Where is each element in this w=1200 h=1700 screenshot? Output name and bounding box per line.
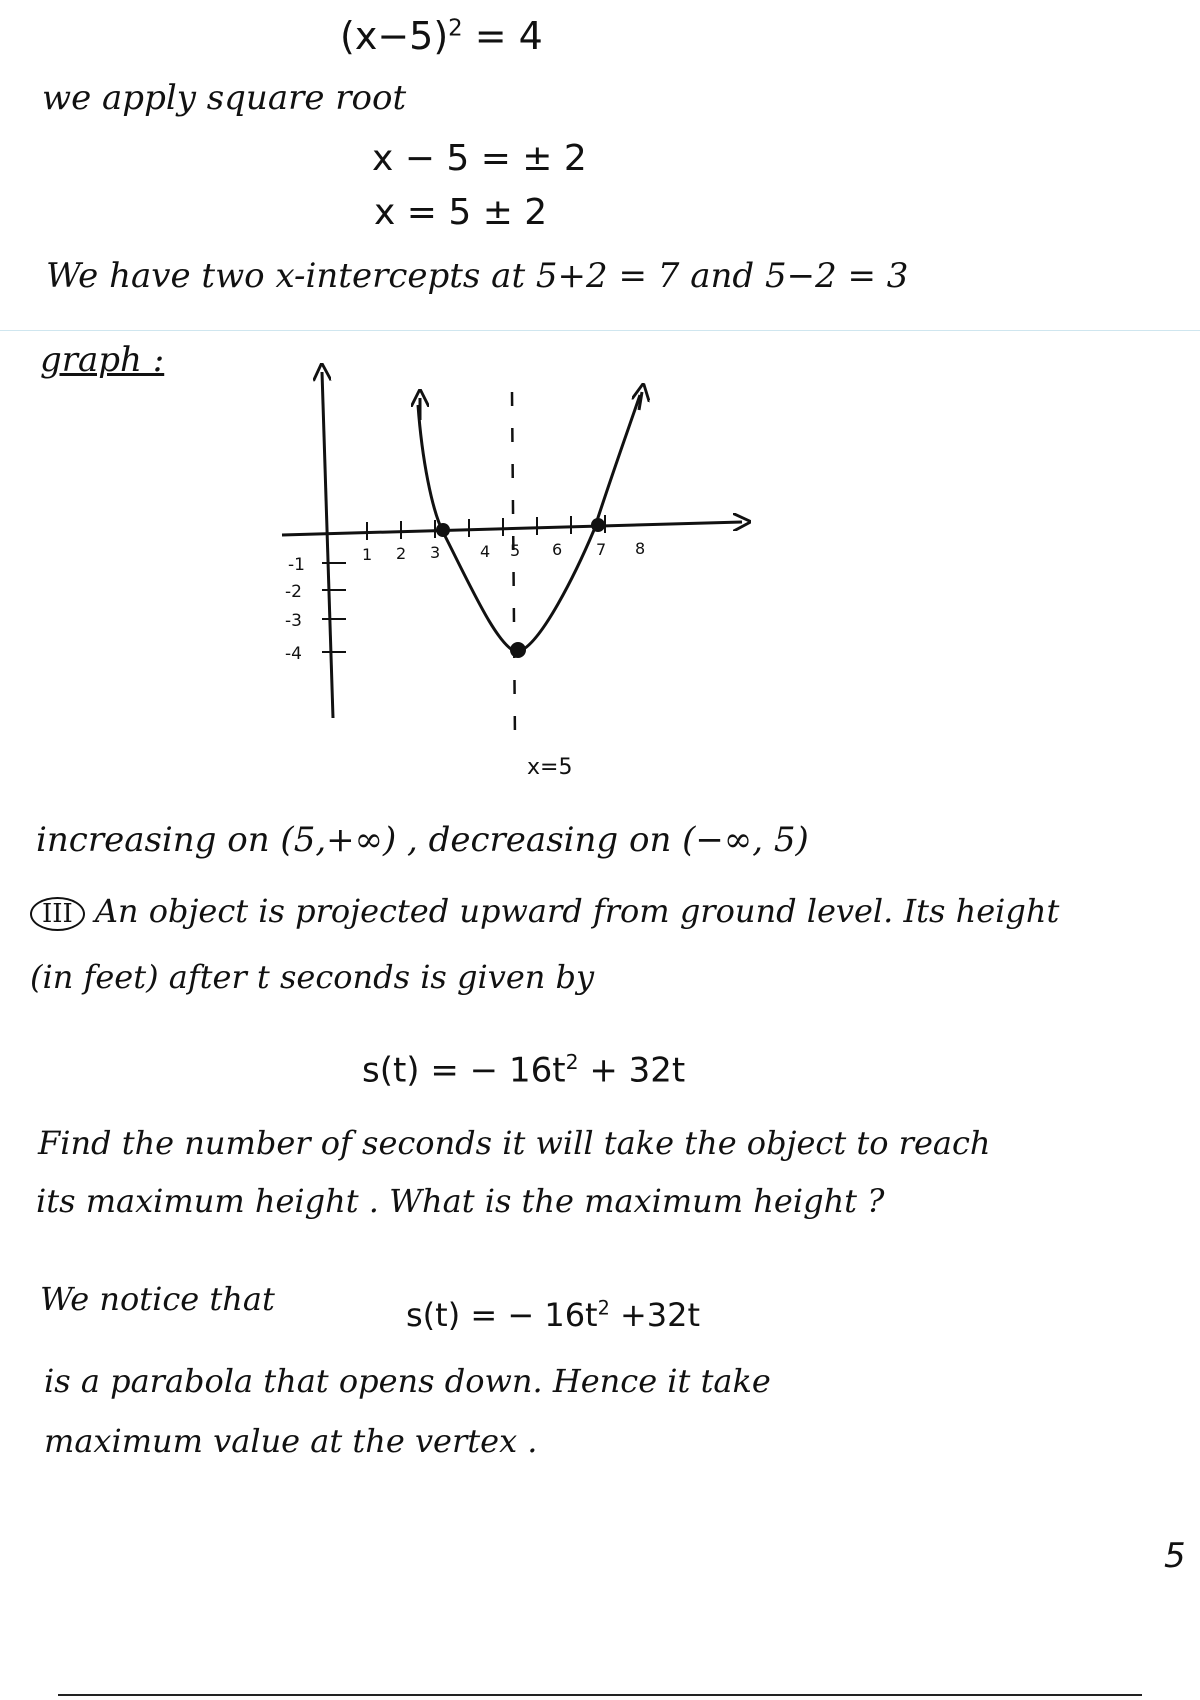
eq-height-exponent: 2 [565, 1050, 579, 1074]
problem-line1-text: An object is projected upward from ground level. Its height [94, 892, 1060, 930]
y-tick-label: -2 [285, 582, 302, 602]
text-find-line1: Find the number of seconds it will take the object to reach [38, 1124, 991, 1162]
eq2-exponent: 2 [597, 1296, 610, 1320]
text-intercepts: We have two x-intercepts at 5+2 = 7 and 5−2 = 3 [46, 256, 909, 296]
text-intervals: increasing on (5,+∞) , decreasing on (−∞, 5) [36, 820, 809, 860]
text-parabola-line1: is a parabola that opens down. Hence it take [44, 1362, 771, 1400]
vertex-point [510, 642, 526, 658]
problem-statement-line2: (in feet) after t seconds is given by [30, 958, 595, 996]
x-tick-label: 6 [552, 540, 563, 559]
y-tick-label: -1 [288, 555, 305, 575]
text-apply-square-root: we apply square root [42, 78, 407, 118]
x-tick-labels [362, 539, 645, 564]
x-tick-label: 4 [480, 542, 491, 561]
x-tick-label: 8 [635, 539, 646, 558]
intercept-point-3 [436, 523, 450, 537]
equation-height-2 [406, 1296, 700, 1334]
problem-statement-line1 [30, 892, 1059, 931]
eq2-lhs: s(t) = − 16t [406, 1296, 598, 1334]
x-axis [282, 522, 742, 535]
page-number: 5 [1164, 1536, 1186, 1576]
x-tick-label: 2 [396, 544, 407, 563]
y-axis [322, 372, 333, 718]
eq2-rest: +32t [619, 1296, 701, 1334]
equation-sqrt: x − 5 = ± 2 [372, 138, 587, 179]
eq-height-lhs: s(t) = − 16t [362, 1050, 566, 1091]
bottom-rule [58, 1694, 1142, 1696]
equation-exponent: 2 [448, 15, 463, 42]
text-find-line2: its maximum height . What is the maximum height ? [36, 1182, 885, 1220]
equation-rhs: = 4 [474, 14, 543, 58]
y-tick-label: -3 [285, 611, 302, 631]
y-tick-label: -4 [285, 644, 302, 664]
problem-number-badge: III [30, 897, 85, 931]
graph-heading: graph : [40, 340, 165, 380]
x-tick-label: 5 [510, 541, 521, 560]
x-tick-label: 1 [362, 545, 373, 564]
parabola-curve [418, 395, 640, 652]
axis-of-symmetry [512, 392, 515, 740]
y-tick-labels [285, 555, 305, 664]
x-tick-label: 7 [596, 540, 607, 559]
right-arm-arrow [639, 392, 642, 410]
y-tick-marks [322, 563, 346, 652]
eq-height-rest: + 32t [589, 1050, 686, 1091]
text-notice: We notice that [40, 1280, 275, 1318]
equation-base: (x−5) [340, 14, 449, 58]
equation-height [362, 1050, 685, 1090]
equation-x: x = 5 ± 2 [374, 192, 548, 233]
text-parabola-line2: maximum value at the vertex . [44, 1422, 538, 1460]
intercept-point-7 [591, 518, 605, 532]
x-tick-label: 3 [430, 543, 441, 562]
axis-of-symmetry-label: x=5 [527, 755, 573, 780]
